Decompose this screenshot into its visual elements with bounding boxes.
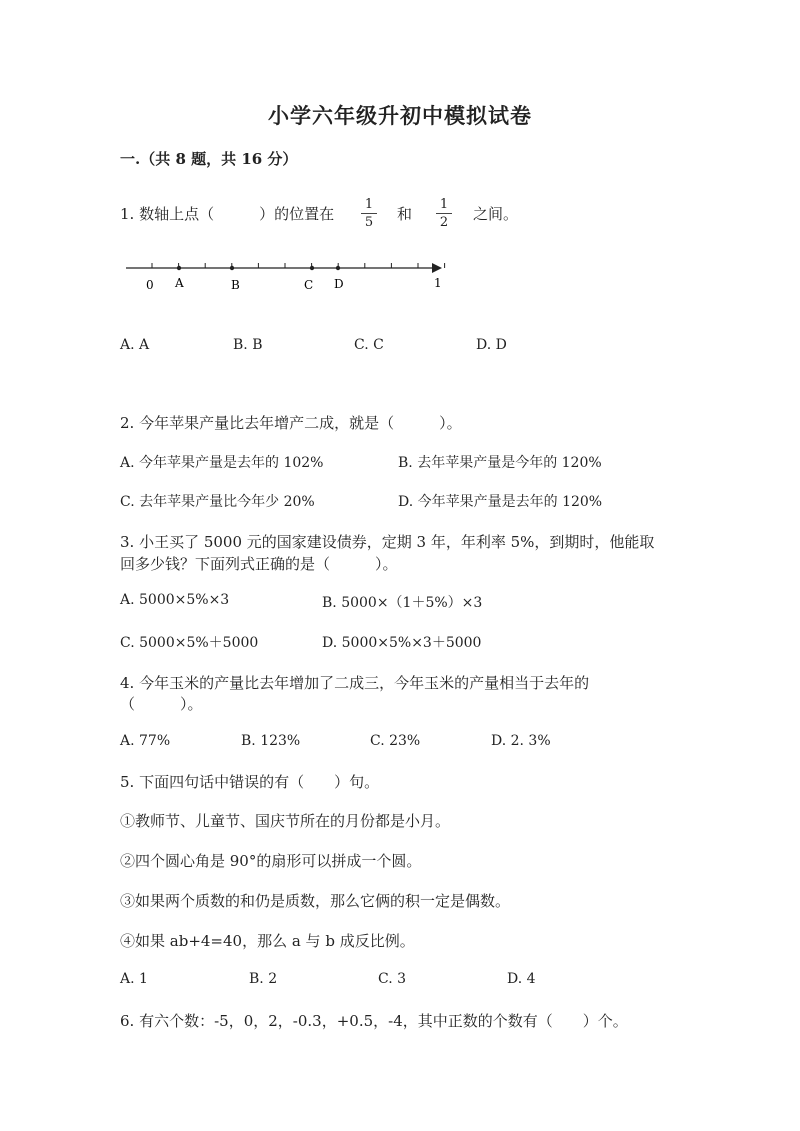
q3-option-b[interactable]: B. 5000×（1＋5%）×3 — [322, 595, 483, 611]
question-1-text-mid: 和 — [397, 205, 413, 223]
q1-option-a[interactable]: A. A — [120, 337, 150, 353]
q5-option-a[interactable]: A. 1 — [120, 971, 148, 987]
point-d-dot — [336, 266, 340, 270]
point-a-dot — [177, 266, 181, 270]
label-zero: 0 — [146, 278, 154, 292]
question-1-text-post: 之间。 — [473, 205, 519, 223]
q4-option-d[interactable]: D. 2. 3% — [491, 733, 551, 749]
page-title: 小学六年级升初中模拟试卷 — [268, 103, 532, 128]
q5-statement-3: ③如果两个质数的和仍是质数，那么它俩的积一定是偶数。 — [120, 892, 511, 910]
question-4-line-2: （ ）。 — [120, 695, 203, 713]
fraction-numerator: 1 — [439, 197, 449, 212]
question-3-line-1: 3. 小王买了 5000 元的国家建设债券，定期 3 年，年利率 5%，到期时，他能取 — [120, 533, 655, 551]
section-heading: 一.（共 8 题，共 16 分） — [120, 150, 298, 168]
q3-option-d[interactable]: D. 5000×5%×3＋5000 — [322, 635, 482, 651]
q5-statement-4: ④如果 ab+4=40，那么 a 与 b 成反比例。 — [120, 932, 415, 950]
q1-option-d[interactable]: D. D — [476, 337, 507, 353]
label-point-d: D — [334, 277, 344, 291]
q3-option-a[interactable]: A. 5000×5%×3 — [120, 592, 230, 608]
q3-option-c[interactable]: C. 5000×5%＋5000 — [120, 635, 259, 651]
question-4-line-1: 4. 今年玉米的产量比去年增加了二成三，今年玉米的产量相当于去年的 — [120, 674, 590, 692]
label-point-b: B — [231, 278, 240, 292]
q5-statement-1: ①教师节、儿童节、国庆节所在的月份都是小月。 — [120, 812, 451, 830]
q5-option-c[interactable]: C. 3 — [378, 971, 407, 987]
question-1-text-pre: 1. 数轴上点（ ）的位置在 — [120, 205, 335, 223]
q2-option-c[interactable]: C. 去年苹果产量比今年少 20% — [120, 494, 315, 510]
q2-option-d[interactable]: D. 今年苹果产量是去年的 120% — [398, 494, 603, 510]
label-point-a: A — [175, 276, 184, 290]
label-point-c: C — [304, 278, 314, 292]
q2-option-b[interactable]: B. 去年苹果产量是今年的 120% — [398, 455, 602, 471]
q5-option-d[interactable]: D. 4 — [507, 971, 536, 987]
fraction-denominator: 5 — [364, 215, 374, 230]
q2-option-a[interactable]: A. 今年苹果产量是去年的 102% — [120, 455, 324, 471]
fraction-bar — [436, 213, 452, 214]
question-3-line-2: 回多少钱？下面列式正确的是（ ）。 — [120, 555, 398, 573]
label-one: 1 — [434, 276, 442, 290]
q5-option-b[interactable]: B. 2 — [249, 971, 278, 987]
number-line — [120, 255, 460, 300]
fraction-one-half — [436, 197, 452, 230]
number-line-ticks — [152, 263, 445, 268]
point-b-dot — [230, 266, 234, 270]
q4-option-a[interactable]: A. 77% — [120, 733, 171, 749]
q1-option-c[interactable]: C. C — [354, 337, 384, 353]
fraction-denominator: 2 — [439, 215, 449, 230]
q4-option-b[interactable]: B. 123% — [241, 733, 301, 749]
question-2-text: 2. 今年苹果产量比去年增产二成，就是（ ）。 — [120, 414, 462, 432]
q4-option-c[interactable]: C. 23% — [370, 733, 421, 749]
fraction-bar — [361, 213, 377, 214]
fraction-one-fifth — [361, 197, 377, 230]
fraction-numerator: 1 — [364, 197, 374, 212]
q1-option-b[interactable]: B. B — [233, 337, 263, 353]
number-line-arrow — [432, 263, 442, 273]
question-5-text: 5. 下面四句话中错误的有（ ）句。 — [120, 773, 380, 791]
point-c-dot — [310, 266, 314, 270]
q5-statement-2: ②四个圆心角是 90°的扇形可以拼成一个圆。 — [120, 852, 422, 870]
question-6-text: 6. 有六个数：-5，0，2，-0.3，+0.5，-4，其中正数的个数有（ ）个。 — [120, 1012, 628, 1030]
